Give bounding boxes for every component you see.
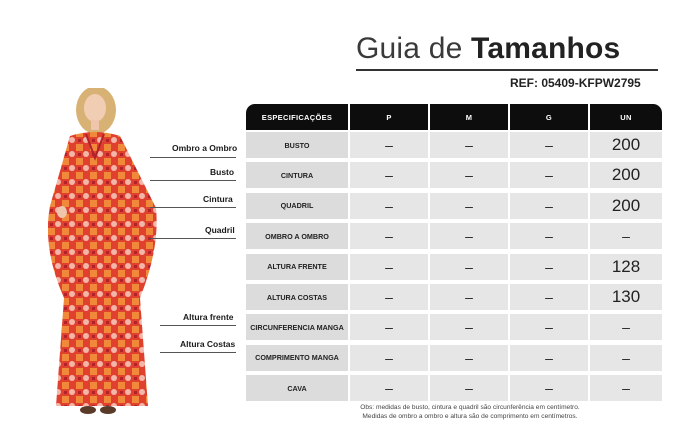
note-line-2: Medidas de ombro a ombro e altura são de comprimento em centímetros.: [362, 413, 578, 420]
value-cell: –: [510, 223, 588, 249]
page-title: [356, 32, 620, 66]
header-spec: ESPECIFICAÇÕES: [246, 104, 348, 130]
value-cell: –: [510, 193, 588, 219]
value-cell: –: [430, 375, 508, 401]
header-un: UN: [590, 104, 662, 130]
row-label: CAVA: [246, 375, 348, 401]
value-cell: –: [350, 254, 428, 280]
value-cell: –: [430, 132, 508, 158]
value-cell: 200: [590, 162, 662, 188]
header-p: P: [350, 104, 428, 130]
value-cell: –: [350, 284, 428, 310]
value-cell: –: [510, 162, 588, 188]
fig-label-back-height: Altura Costas: [180, 339, 236, 349]
value-cell: –: [510, 375, 588, 401]
measurement-note: [300, 403, 640, 421]
value-cell: –: [510, 132, 588, 158]
value-cell: –: [350, 375, 428, 401]
value-cell: –: [590, 375, 662, 401]
value-cell: –: [510, 345, 588, 371]
value-cell: –: [350, 162, 428, 188]
value-cell: –: [430, 162, 508, 188]
header-m: M: [430, 104, 508, 130]
title-underline: [356, 69, 658, 71]
fig-line-back-height: [160, 352, 236, 353]
fig-label-hip: Quadril: [205, 225, 235, 235]
row-label: COMPRIMENTO MANGA: [246, 345, 348, 371]
header-g: G: [510, 104, 588, 130]
value-cell: –: [510, 284, 588, 310]
value-cell: 200: [590, 193, 662, 219]
fig-line-shoulder: [150, 157, 236, 158]
value-cell: –: [510, 314, 588, 340]
value-cell: –: [430, 254, 508, 280]
value-cell: –: [350, 132, 428, 158]
row-label: CIRCUNFERENCIA MANGA: [246, 314, 348, 340]
fig-line-hip: [150, 238, 236, 239]
value-cell: –: [590, 223, 662, 249]
value-cell: 130: [590, 284, 662, 310]
title-light: Guia de: [356, 32, 463, 65]
fig-line-waist: [150, 207, 236, 208]
value-cell: 128: [590, 254, 662, 280]
value-cell: –: [430, 345, 508, 371]
note-line-1: Obs: medidas de busto, cintura e quadril são circunferência em centímetro.: [360, 404, 580, 411]
value-cell: –: [430, 284, 508, 310]
row-label: OMBRO A OMBRO: [246, 223, 348, 249]
row-label: CINTURA: [246, 162, 348, 188]
value-cell: –: [430, 314, 508, 340]
value-cell: –: [510, 254, 588, 280]
dress-illustration: [48, 88, 168, 418]
value-cell: 200: [590, 132, 662, 158]
row-label: BUSTO: [246, 132, 348, 158]
value-cell: –: [350, 193, 428, 219]
value-cell: –: [430, 193, 508, 219]
row-label: QUADRIL: [246, 193, 348, 219]
row-label: ALTURA COSTAS: [246, 284, 348, 310]
fig-line-bust: [150, 180, 236, 181]
reference-code: REF: 05409-KFPW2795: [510, 76, 641, 90]
value-cell: –: [350, 223, 428, 249]
value-cell: –: [590, 314, 662, 340]
title-bold: Tamanhos: [471, 32, 621, 65]
fig-label-bust: Busto: [210, 167, 235, 177]
row-label: ALTURA FRENTE: [246, 254, 348, 280]
value-cell: –: [350, 314, 428, 340]
fig-line-front-height: [160, 325, 236, 326]
value-cell: –: [430, 223, 508, 249]
value-cell: –: [350, 345, 428, 371]
model-figure: [48, 88, 168, 418]
fig-label-waist: Cintura: [203, 194, 233, 204]
fig-label-front-height: Altura frente: [183, 312, 234, 322]
fig-label-shoulder: Ombro a Ombro: [172, 143, 238, 153]
value-cell: –: [590, 345, 662, 371]
